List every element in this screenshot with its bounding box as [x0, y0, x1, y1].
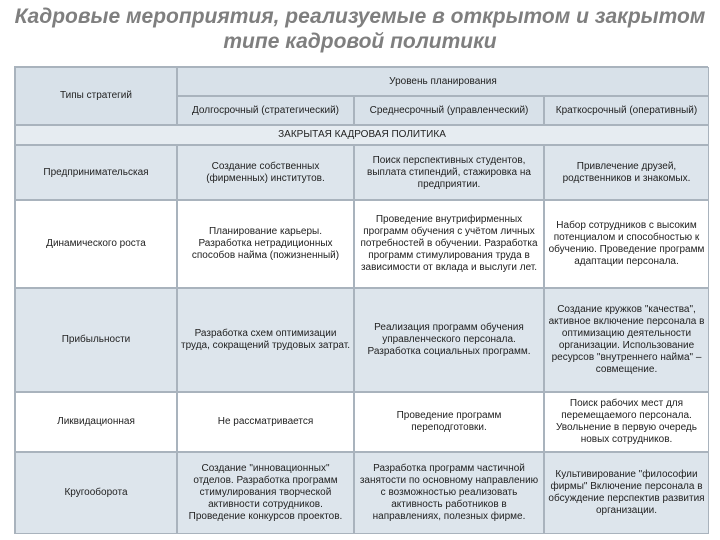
table-cell-short: Набор сотрудников с высоким потенциалом и способностью к обучению. Проведение программ адаптации персонала. [544, 200, 709, 288]
header-planning-level: Уровень планирования [177, 67, 709, 96]
table-cell-long: Планирование карьеры. Разработка нетрадиционных способов найма (пожизненный) [177, 200, 354, 288]
table-cell-short: Привлечение друзей, родственников и знакомых. [544, 145, 709, 200]
table-cell-mid: Реализация программ обучения управленческого персонала. Разработка социальных программ. [354, 288, 544, 392]
table-cell-mid: Проведение внутрифирменных программ обучения с учётом личных потребностей в обучении. Разработка программ стимулирования труда в зависимости от вклада и выслуги лет. [354, 200, 544, 288]
subheader-mid-term: Среднесрочный (управленческий) [354, 96, 544, 125]
title-line-2: типе кадровой политики [223, 30, 497, 53]
subheader-long-term: Долгосрочный (стратегический) [177, 96, 354, 125]
table-row-strategy: Кругооборота [15, 452, 177, 534]
section-closed-policy: ЗАКРЫТАЯ КАДРОВАЯ ПОЛИТИКА [15, 125, 709, 145]
table-cell-mid: Проведение программ переподготовки. [354, 392, 544, 452]
page-title [0, 4, 720, 54]
kadr-table [14, 66, 708, 534]
table-row-strategy: Ликвидационная [15, 392, 177, 452]
table-row-strategy: Предпринимательская [15, 145, 177, 200]
table-cell-long: Создание "инновационных" отделов. Разработка программ стимулирования творческой активности сотрудников. Проведение конкурсов проектов. [177, 452, 354, 534]
title-line-1: Кадровые мероприятия, реализуемые в открытом и закрытом [14, 5, 706, 28]
table-cell-short: Поиск рабочих мест для перемещаемого персонала. Увольнение в первую очередь новых сотрудников. [544, 392, 709, 452]
table-cell-long: Разработка схем оптимизации труда, сокращений трудовых затрат. [177, 288, 354, 392]
table-cell-mid: Разработка программ частичной занятости по основному направлению с возможностью реализовать активность работников в направлениях, полезных фирме. [354, 452, 544, 534]
header-strategy-types: Типы стратегий [15, 67, 177, 125]
table-cell-short: Культивирование "философии фирмы" Включение персонала в обсуждение перспектив развития организации. [544, 452, 709, 534]
table-cell-long: Не рассматривается [177, 392, 354, 452]
subheader-short-term: Краткосрочный (оперативный) [544, 96, 709, 125]
table-cell-short: Создание кружков "качества", активное включение персонала в оптимизацию деятельности организации. Использование ресурсов "внутреннего найма" – совмещение. [544, 288, 709, 392]
table-cell-mid: Поиск перспективных студентов, выплата стипендий, стажировка на предприятии. [354, 145, 544, 200]
table-cell-long: Создание собственных (фирменных) институтов. [177, 145, 354, 200]
table-row-strategy: Прибыльности [15, 288, 177, 392]
table-row-strategy: Динамического роста [15, 200, 177, 288]
